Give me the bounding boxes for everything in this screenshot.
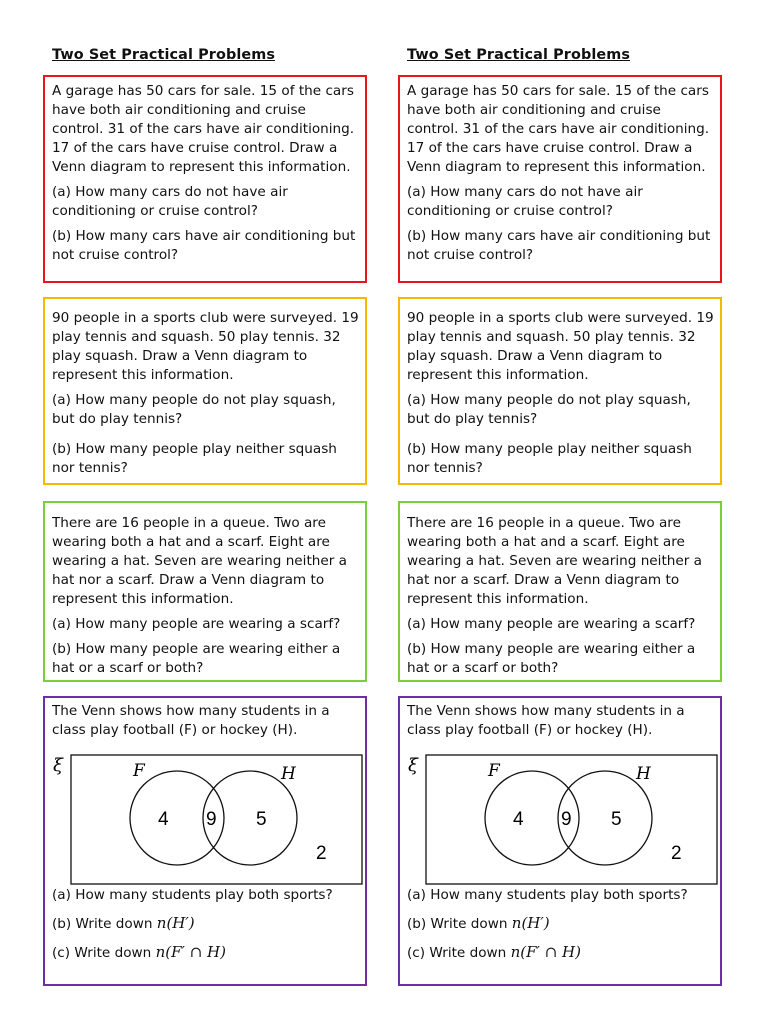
problem-venn-question-c-text: (c) Write down <box>407 945 511 961</box>
problem-venn-question-c-math: n(F′ ∩ H) <box>155 943 226 961</box>
worksheet-heading: Two Set Practical Problems <box>407 47 631 63</box>
problem-sports-intro: 90 people in a sports club were surveyed. 19 play tennis and squash. 50 play tennis. 32 play squash. Draw a Venn diagram to represent this information. <box>52 310 359 383</box>
problem-venn-question-a: (a) How many students play both sports? <box>52 887 333 903</box>
problem-venn-question-a: (a) How many students play both sports? <box>407 887 688 903</box>
problem-cars-box <box>43 75 367 283</box>
problem-venn-question-c <box>52 943 359 963</box>
problem-venn-question-b <box>52 914 359 934</box>
problem-sports-question-a: (a) How many people do not play squash, but do play tennis? <box>52 392 336 427</box>
problem-venn-box <box>398 696 722 986</box>
venn-diagram <box>407 746 714 886</box>
problem-queue-question-a: (a) How many people are wearing a scarf? <box>407 616 696 632</box>
region-only-f: 4 <box>158 809 169 830</box>
region-both: 9 <box>206 809 217 830</box>
problem-sports-box <box>43 297 367 485</box>
problem-cars-question-a: (a) How many cars do not have air conditioning or cruise control? <box>52 184 288 219</box>
venn-diagram-svg <box>45 746 369 886</box>
set-h-label: H <box>636 764 651 784</box>
set-f-label: F <box>133 761 145 781</box>
problem-cars-intro: A garage has 50 cars for sale. 15 of the cars have both air conditioning and cruise control. 31 of the cars have air conditioning. 17 of the cars have cruise control. Draw a Venn diagram to represent this information. <box>407 83 710 175</box>
problem-venn-question-b-math: n(H′) <box>511 914 550 932</box>
problem-queue-question-a: (a) How many people are wearing a scarf? <box>52 616 341 632</box>
problem-sports-question-b: (b) How many people play neither squash nor tennis? <box>407 441 692 476</box>
problem-sports-question-a: (a) How many people do not play squash, but do play tennis? <box>407 392 691 427</box>
problem-cars-question-b: (b) How many cars have air conditioning but not cruise control? <box>52 228 356 263</box>
problem-venn-question-c-text: (c) Write down <box>52 945 156 961</box>
problem-cars-intro: A garage has 50 cars for sale. 15 of the cars have both air conditioning and cruise control. 31 of the cars have air conditioning. 17 of the cars have cruise control. Draw a Venn diagram to represent this information. <box>52 83 355 175</box>
problem-venn-question-b-text: (b) Write down <box>52 916 157 932</box>
set-h-circle <box>203 771 297 865</box>
worksheet-heading: Two Set Practical Problems <box>52 47 276 63</box>
problem-sports-question-b: (b) How many people play neither squash nor tennis? <box>52 441 337 476</box>
region-both: 9 <box>561 809 572 830</box>
region-only-h: 5 <box>611 809 622 830</box>
region-only-h: 5 <box>256 809 267 830</box>
region-only-f: 4 <box>513 809 524 830</box>
universal-set-symbol: ξ <box>408 755 418 776</box>
problem-venn-question-b <box>407 914 714 934</box>
set-f-label: F <box>488 761 500 781</box>
universal-set-symbol: ξ <box>53 755 63 776</box>
problem-sports-box <box>398 297 722 485</box>
problem-venn-box <box>43 696 367 986</box>
problem-queue-question-b: (b) How many people are wearing either a hat or a scarf or both? <box>52 641 341 676</box>
problem-venn-intro: The Venn shows how many students in a class play football (F) or hockey (H). <box>407 703 685 738</box>
problem-cars-box <box>398 75 722 283</box>
problem-venn-question-c <box>407 943 714 963</box>
problem-cars-question-a: (a) How many cars do not have air conditioning or cruise control? <box>407 184 643 219</box>
problem-queue-intro: There are 16 people in a queue. Two are wearing both a hat and a scarf. Eight are wearing a hat. Seven are wearing neither a hat nor a scarf. Draw a Venn diagram to represent this information. <box>407 515 703 607</box>
problem-venn-question-b-math: n(H′) <box>156 914 195 932</box>
region-outside: 2 <box>316 843 327 864</box>
region-outside: 2 <box>671 843 682 864</box>
problem-queue-question-b: (b) How many people are wearing either a hat or a scarf or both? <box>407 641 696 676</box>
problem-sports-intro: 90 people in a sports club were surveyed. 19 play tennis and squash. 50 play tennis. 32 play squash. Draw a Venn diagram to represent this information. <box>407 310 714 383</box>
venn-diagram <box>52 746 359 886</box>
problem-cars-question-b: (b) How many cars have air conditioning but not cruise control? <box>407 228 711 263</box>
set-h-circle <box>558 771 652 865</box>
problem-queue-box <box>43 501 367 682</box>
problem-queue-box <box>398 501 722 682</box>
set-h-label: H <box>281 764 296 784</box>
problem-queue-intro: There are 16 people in a queue. Two are wearing both a hat and a scarf. Eight are wearing a hat. Seven are wearing neither a hat nor a scarf. Draw a Venn diagram to represent this information. <box>52 515 348 607</box>
problem-venn-question-b-text: (b) Write down <box>407 916 512 932</box>
venn-diagram-svg <box>400 746 724 886</box>
problem-venn-question-c-math: n(F′ ∩ H) <box>510 943 581 961</box>
problem-venn-intro: The Venn shows how many students in a class play football (F) or hockey (H). <box>52 703 330 738</box>
